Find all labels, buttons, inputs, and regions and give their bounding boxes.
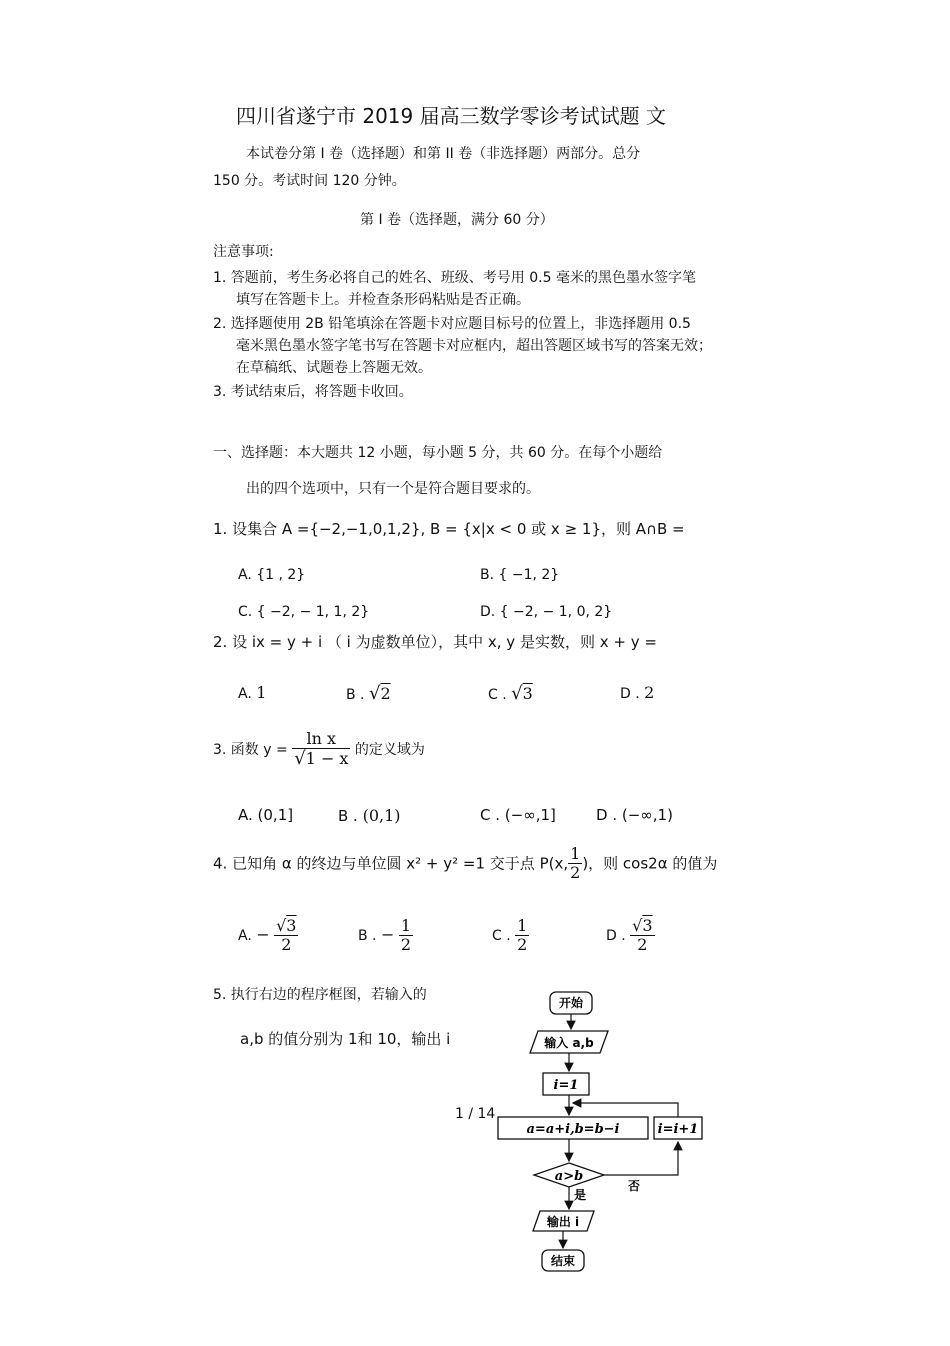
fraction-numerator: 3	[642, 916, 653, 935]
option-label: C .	[492, 927, 511, 944]
q5-stem: 5. 执行右边的程序框图，若输入的	[213, 987, 427, 1003]
section-title: 第 I 卷（选择题，满分 60 分）	[360, 212, 554, 228]
q3-prefix: 3. 函数 y =	[213, 742, 288, 759]
sqrt-symbol: √	[368, 683, 381, 704]
fraction-denominator: 1 − x	[305, 749, 349, 769]
notice-line: 1. 答题前，考生务必将自己的姓名、班级、考号用 0.5 毫米的黑色墨水签字笔	[213, 270, 696, 286]
flow-condition-label: a>b	[554, 1169, 584, 1184]
option-fraction	[630, 917, 654, 955]
q1-option-d: D. { −2, − 1, 0, 2}	[480, 604, 613, 620]
fraction-numerator: ln x	[292, 730, 350, 749]
option-value: 3	[522, 684, 533, 703]
fraction-denominator: 2	[570, 863, 581, 883]
option-value: (0,1)	[362, 806, 401, 825]
fraction-numerator: 1	[570, 844, 581, 863]
q5-stem-cont: a,b 的值分别为 1和 10，输出 i	[240, 1030, 451, 1048]
flow-no-branch-line	[604, 1142, 678, 1175]
option-sign: −	[380, 924, 395, 944]
fraction-numerator: 3	[286, 916, 297, 935]
option-label: C .	[488, 687, 507, 703]
option-sign: −	[256, 924, 270, 944]
intro-line-2: 150 分。考试时间 120 分钟。	[213, 173, 406, 189]
notice-line: 毫米黑色墨水签字笔书写在答题卡对应框内，超出答题区域书写的答案无效；	[236, 338, 712, 354]
fraction-numerator: 1	[400, 916, 412, 935]
part1-heading: 一、选择题：本大题共 12 小题，每小题 5 分，共 60 分。在每个小题给	[213, 445, 663, 461]
fraction-denominator: 2	[517, 935, 528, 955]
flow-update-label: a=a+i,b=b−i	[526, 1122, 620, 1137]
q3-option-a: A. (0,1]	[238, 806, 294, 824]
fraction-denominator: 2	[281, 935, 292, 955]
flow-init-label: i=1	[553, 1078, 579, 1093]
q4-prefix: 4. 已知角 α 的终边与单位圆 x² + y² =1 交于点 P(x,	[213, 854, 569, 873]
notice-line: 3. 考试结束后，将答题卡收回。	[213, 384, 413, 400]
q2-option-d	[620, 683, 654, 703]
q4-option-c	[492, 917, 529, 955]
option-label: D .	[606, 927, 626, 944]
q4-option-a	[238, 917, 298, 955]
q4-option-b	[358, 917, 413, 955]
flow-yes-label: 是	[574, 1188, 587, 1202]
q1-stem: 1. 设集合 A ={−2,−1,0,1,2}, B = {x|x < 0 或 x ≥ 1}，则 A∩B =	[213, 520, 685, 538]
q3-stem	[213, 730, 425, 770]
option-fraction	[274, 917, 298, 955]
sqrt-symbol: √	[276, 916, 287, 935]
fraction-numerator: 1	[517, 916, 528, 935]
notice-heading: 注意事项:	[213, 244, 274, 260]
option-label: B .	[338, 807, 358, 825]
option-value: 2	[380, 684, 391, 703]
option-label: A.	[238, 686, 252, 702]
option-fraction	[515, 917, 529, 955]
q2-option-b	[346, 683, 391, 705]
option-fraction	[399, 917, 413, 955]
q2-option-c	[488, 683, 533, 705]
flow-increment-label: i=i+1	[657, 1122, 699, 1137]
flow-input-label: 输入 a,b	[544, 1036, 594, 1050]
q3-option-b	[338, 806, 401, 825]
q4-suffix: )，则 cos2α 的值为	[582, 854, 718, 873]
option-label: B .	[358, 927, 377, 944]
q3-option-d: D . (−∞,1)	[596, 806, 673, 824]
notice-line: 2. 选择题使用 2B 铅笔填涂在答题卡对应题目标号的位置上，非选择题用 0.5	[213, 316, 691, 332]
flow-start-label: 开始	[558, 996, 584, 1010]
option-value: 2	[644, 683, 655, 702]
part1-heading-cont: 出的四个选项中，只有一个是符合题目要求的。	[246, 481, 540, 497]
option-label: D .	[620, 686, 640, 702]
page-number: 1 / 14	[455, 1106, 496, 1122]
q4-stem	[213, 845, 717, 883]
fraction-denominator: 2	[637, 935, 648, 955]
q3-suffix: 的定义域为	[354, 742, 425, 759]
program-flowchart	[490, 985, 710, 1275]
q4-fraction	[568, 845, 582, 883]
option-label: B .	[346, 687, 365, 703]
flow-loop-back-line	[573, 1103, 678, 1117]
flow-output-label: 输出 i	[546, 1215, 580, 1229]
option-value: 1	[256, 683, 267, 702]
q1-option-c: C. { −2, − 1, 1, 2}	[238, 604, 370, 620]
q3-fraction	[292, 730, 350, 770]
option-label: A.	[238, 927, 252, 944]
q1-option-a: A. {1 , 2}	[238, 567, 306, 583]
sqrt-symbol: √	[294, 748, 306, 770]
q4-option-d	[606, 917, 655, 955]
flow-end-label: 结束	[550, 1254, 576, 1268]
sqrt-symbol: √	[511, 683, 523, 704]
flow-no-label: 否	[628, 1179, 641, 1193]
notice-line: 在草稿纸、试题卷上答题无效。	[236, 360, 432, 376]
q2-stem: 2. 设 ix = y + i （ i 为虚数单位），其中 x, y 是实数，则 x + y =	[213, 633, 657, 651]
q1-option-b: B. { −1, 2}	[480, 567, 560, 583]
notice-line: 填写在答题卡上。并检查条形码粘贴是否正确。	[236, 292, 530, 308]
fraction-denominator: 2	[400, 935, 412, 955]
q2-option-a	[238, 683, 266, 703]
sqrt-symbol: √	[632, 916, 643, 935]
page-title: 四川省遂宁市 2019 届高三数学零诊考试试题 文	[236, 104, 666, 128]
intro-line-1: 本试卷分第 I 卷（选择题）和第 II 卷（非选择题）两部分。总分	[246, 146, 641, 162]
q3-option-c: C . (−∞,1]	[480, 806, 556, 824]
